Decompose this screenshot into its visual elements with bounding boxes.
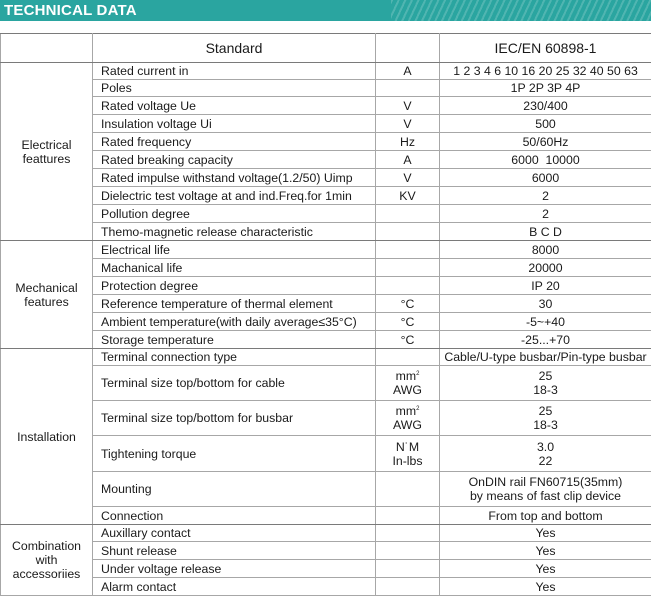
param-cell: Terminal size top/bottom for busbar	[93, 401, 376, 436]
group-label-line: Mechanical	[15, 280, 78, 295]
group-mechanical	[1, 241, 93, 349]
value-cell: Yes	[440, 578, 651, 596]
unit-cell	[376, 560, 440, 578]
unit-cell	[376, 366, 440, 401]
value-cell	[440, 366, 651, 401]
unit-cell	[376, 578, 440, 596]
table-row	[1, 401, 651, 436]
value-cell: 20000	[440, 259, 651, 277]
value-cell: 50/60Hz	[440, 133, 651, 151]
value-cell	[440, 472, 651, 507]
group-label-line: with	[35, 553, 58, 567]
table-row	[1, 313, 651, 331]
header-empty-cell	[1, 34, 93, 63]
value-line: 25	[538, 369, 553, 383]
param-cell: Rated voltage Ue	[93, 97, 376, 115]
unit-text: mm	[395, 369, 417, 383]
group-electrical	[1, 63, 93, 241]
group-label-line: Electrical	[21, 137, 72, 152]
section-banner	[0, 0, 651, 21]
unit-cell	[376, 259, 440, 277]
group-accessories	[1, 525, 93, 596]
param-cell: Reference temperature of thermal element	[93, 295, 376, 313]
unit-cell: A	[376, 151, 440, 169]
unit-cell	[376, 241, 440, 259]
unit-cell	[376, 525, 440, 542]
value-cell: 30	[440, 295, 651, 313]
value-line: 25	[538, 404, 553, 418]
unit-cell: °C	[376, 295, 440, 313]
param-cell: Rated current in	[93, 63, 376, 80]
unit-line	[376, 404, 439, 418]
unit-superscript: 2	[416, 371, 420, 377]
value-cell: IP 20	[440, 277, 651, 295]
value-cell: -5~+40	[440, 313, 651, 331]
unit-cell	[376, 349, 440, 366]
unit-cell: Hz	[376, 133, 440, 151]
param-cell: Mounting	[93, 472, 376, 507]
value-cell: 230/400	[440, 97, 651, 115]
value-line: 3.0	[536, 439, 555, 454]
group-installation: Installation	[1, 349, 93, 525]
table-row	[1, 331, 651, 349]
param-cell: Pollution degree	[93, 205, 376, 223]
param-cell: Auxillary contact	[93, 525, 376, 542]
unit-cell	[376, 277, 440, 295]
header-standard-label: Standard	[93, 34, 376, 63]
unit-cell	[376, 507, 440, 525]
param-cell: Terminal size top/bottom for cable	[93, 366, 376, 401]
value-cell: 2	[440, 205, 651, 223]
table-row	[1, 542, 651, 560]
unit-text: mm	[395, 404, 417, 418]
unit-cell: °C	[376, 313, 440, 331]
param-cell: Alarm contact	[93, 578, 376, 596]
value-cell	[440, 436, 651, 472]
unit-line: In-lbs	[392, 453, 423, 468]
value-line: 18-3	[533, 418, 558, 432]
value-cell: B C D	[440, 223, 651, 241]
value-line: by means of fast clip device	[469, 489, 622, 503]
param-cell: Rated impulse withstand voltage(1.2/50) Uimp	[93, 169, 376, 187]
param-cell: Rated breaking capacity	[93, 151, 376, 169]
table-row	[1, 259, 651, 277]
param-cell: Machanical life	[93, 259, 376, 277]
unit-cell	[376, 223, 440, 241]
header-row	[1, 34, 651, 63]
value-cell: 8000	[440, 241, 651, 259]
value-cell: Cable/U-type busbar/Pin-type busbar	[440, 349, 651, 366]
unit-line	[376, 369, 439, 383]
banner-title: TECHNICAL DATA	[4, 2, 137, 19]
unit-cell: V	[376, 169, 440, 187]
value-cell	[440, 401, 651, 436]
value-cell: Yes	[440, 560, 651, 578]
group-label-line: accessoriies	[12, 567, 81, 581]
value-cell: 500	[440, 115, 651, 133]
table-row	[1, 115, 651, 133]
value-cell: Yes	[440, 525, 651, 542]
param-cell: Dielectric test voltage at and ind.Freq.for 1min	[93, 187, 376, 205]
table-row	[1, 436, 651, 472]
value-cell: 2	[440, 187, 651, 205]
param-cell: Storage temperature	[93, 331, 376, 349]
value-cell: Yes	[440, 542, 651, 560]
table-row	[1, 277, 651, 295]
table-row	[1, 63, 651, 80]
param-cell: Poles	[93, 80, 376, 97]
param-cell: Terminal connection type	[93, 349, 376, 366]
value-cell: 1 2 3 4 6 10 16 20 25 32 40 50 63	[440, 63, 651, 80]
unit-cell: KV	[376, 187, 440, 205]
param-cell: Protection degree	[93, 277, 376, 295]
param-cell: Insulation voltage Ui	[93, 115, 376, 133]
value-cell: -25...+70	[440, 331, 651, 349]
unit-superscript: 2	[416, 406, 420, 412]
value-cell: From top and bottom	[440, 507, 651, 525]
table-row	[1, 295, 651, 313]
technical-data-table	[0, 33, 651, 596]
table-row	[1, 472, 651, 507]
table-row	[1, 241, 651, 259]
value-line: 18-3	[533, 383, 558, 397]
unit-cell: A	[376, 63, 440, 80]
unit-cell	[376, 542, 440, 560]
param-cell: Shunt release	[93, 542, 376, 560]
table-row	[1, 560, 651, 578]
table-row	[1, 80, 651, 97]
unit-cell	[376, 205, 440, 223]
unit-cell	[376, 472, 440, 507]
table-row	[1, 133, 651, 151]
group-label-line: Combination	[11, 539, 82, 553]
table-row	[1, 151, 651, 169]
unit-line: N˙M	[395, 439, 420, 454]
param-cell: Under voltage release	[93, 560, 376, 578]
table-row	[1, 169, 651, 187]
param-cell: Ambient temperature(with daily average≤35°C)	[93, 313, 376, 331]
param-cell: Tightening torque	[93, 436, 376, 472]
table-row	[1, 366, 651, 401]
unit-line: AWG	[393, 418, 422, 432]
banner-stripe-pattern	[391, 0, 651, 21]
value-line: 22	[538, 453, 553, 468]
header-standard-value: IEC/EN 60898-1	[440, 34, 651, 63]
param-cell: Electrical life	[93, 241, 376, 259]
unit-cell: V	[376, 115, 440, 133]
table-row	[1, 507, 651, 525]
unit-line: AWG	[393, 383, 422, 397]
param-cell: Themo-magnetic release characteristic	[93, 223, 376, 241]
table-row	[1, 578, 651, 596]
value-cell: 6000 10000	[440, 151, 651, 169]
table-row	[1, 187, 651, 205]
group-label-line: features	[24, 294, 69, 309]
table-row	[1, 223, 651, 241]
table-row	[1, 205, 651, 223]
unit-cell	[376, 401, 440, 436]
unit-cell: °C	[376, 331, 440, 349]
unit-cell: V	[376, 97, 440, 115]
unit-cell	[376, 436, 440, 472]
value-cell: 1P 2P 3P 4P	[440, 80, 651, 97]
value-line: OnDIN rail FN60715(35mm)	[468, 475, 623, 489]
header-unit-cell	[376, 34, 440, 63]
group-label-line: feattures	[22, 151, 71, 166]
table-row	[1, 349, 651, 366]
param-cell: Connection	[93, 507, 376, 525]
table-row	[1, 97, 651, 115]
unit-cell	[376, 80, 440, 97]
value-cell: 6000	[440, 169, 651, 187]
param-cell: Rated frequency	[93, 133, 376, 151]
table-row	[1, 525, 651, 542]
